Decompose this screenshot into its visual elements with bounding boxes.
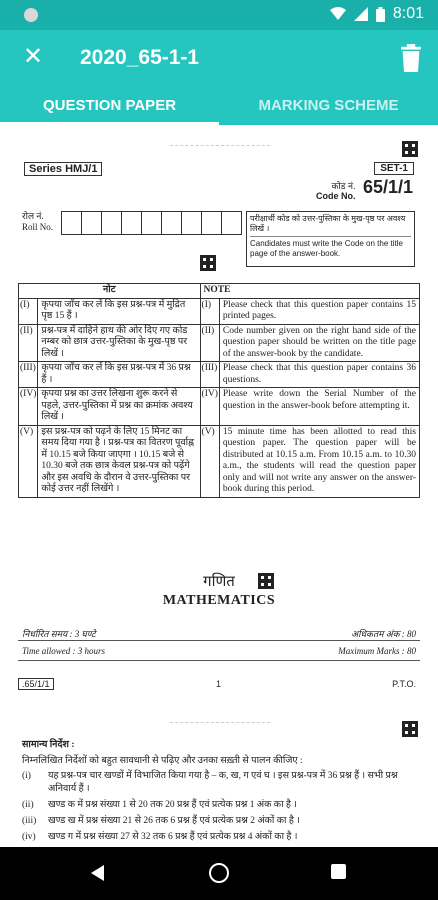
page-number: 1 — [216, 679, 222, 689]
note-row: (IV) कृपया प्रश्न का उत्तर लिखना शुरू करने से पहले, उत्तर-पुस्तिका में प्रश्न का क्रमांक अवश्य लिखें । (IV) Please write down the Serial Number of the question in the answer-book before attempting it. — [19, 388, 420, 426]
note-row: (I) कृपया जाँच कर लें कि इस प्रश्न-पत्र में मुद्रित पृष्ठ 15 हैं । (I) Please check that this question paper contains 15 printed pages. — [19, 298, 420, 324]
app-bar — [0, 30, 438, 125]
status-bar — [0, 0, 438, 30]
instruction-item: (ii) खण्ड क में प्रश्न संख्या 1 से 20 तक 20 प्रश्न हैं एवं प्रत्येक प्रश्न 1 अंक का है । — [22, 800, 297, 810]
roll-number-boxes — [62, 211, 242, 235]
recents-icon[interactable] — [331, 864, 346, 879]
roll-label: रोल नं. Roll No. — [22, 211, 54, 232]
divider — [18, 640, 420, 641]
tab-marking-scheme[interactable]: MARKING SCHEME — [258, 97, 399, 114]
code-instruction-box: परीक्षार्थी कोड को उत्तर-पुस्तिका के मुख-पृष्ठ पर अवश्य लिखें । Candidates must write the Code on the title page of the answer-book. — [246, 211, 415, 267]
clock-time: 8:01 — [392, 5, 424, 22]
page-separator — [170, 722, 270, 723]
series-label: Series HMJ/1 — [24, 162, 102, 176]
notification-dot-icon — [24, 8, 38, 22]
close-icon[interactable]: ✕ — [22, 43, 44, 70]
subject-title-hindi: गणित — [203, 574, 235, 590]
back-icon[interactable] — [91, 865, 104, 881]
max-marks-hi: अधिकतम अंक : 80 — [351, 629, 416, 639]
general-instructions-intro: निम्नलिखित निर्देशों को बहुत सावधानी से पढ़िए और उनका सख़्ती से पालन कीजिए : — [22, 756, 303, 766]
time-allowed: Time allowed : 3 hours — [22, 646, 106, 656]
divider — [18, 660, 420, 661]
page-separator — [170, 145, 270, 146]
battery-icon — [376, 7, 385, 22]
note-row: (V) इस प्रश्न-पत्र को पढ़ने के लिए 15 मिनट का समय दिया गया है । प्रश्न-पत्र का वितरण पूर्वाह्न में 10.15 बजे किया जाएगा । 10.15 बजे से 10.30 बजे तक छात्र केवल प्रश्न-पत्र को पढ़ेंगे और इस अवधि के दौरान वे उत्तर-पुस्तिका पर कोई उत्तर नहीं लिखेंगे । (V) 15 minute time has been allotted to read this question paper. The question paper will be distributed at 10.15 a.m. From 10.15 a.m. to 10.30 a.m., the students will read the question paper only and will not write any answer on the answer-book during this period. — [19, 425, 420, 497]
wifi-icon — [330, 7, 346, 21]
qr-code-icon — [402, 721, 418, 737]
subject-title: MATHEMATICS — [162, 593, 276, 608]
pdf-viewer[interactable] — [0, 125, 438, 847]
instruction-item: (iii) खण्ड ख में प्रश्न संख्या 21 से 26 तक 6 प्रश्न हैं एवं प्रत्येक प्रश्न 2 अंकों का है । — [22, 816, 300, 826]
note-header-hi: नोट — [19, 284, 201, 299]
max-marks: Maximum Marks : 80 — [338, 646, 416, 656]
qr-code-icon — [200, 255, 216, 271]
time-allowed-hi: निर्धारित समय : 3 घण्टे — [22, 629, 96, 639]
code-number: 65/1/1 — [363, 177, 414, 197]
signal-icon — [354, 7, 368, 21]
qr-code-icon — [258, 573, 274, 589]
instruction-item: (i) यह प्रश्न-पत्र चार खण्डों में विभाजित किया गया है – क, ख, ग एवं घ । इस प्रश्न-पत्र में 36 प्रश्न हैं । सभी प्रश्न अनिवार्य हैं । — [22, 771, 398, 794]
tab-bar — [0, 93, 438, 125]
footer-code: .65/1/1 — [18, 678, 54, 690]
tab-question-paper[interactable]: QUESTION PAPER — [42, 97, 177, 114]
system-nav-bar — [0, 847, 438, 900]
pto-label: P.T.O. — [392, 679, 416, 689]
note-row: (II) प्रश्न-पत्र में दाहिने हाथ की ओर दिए गए कोड नम्बर को छात्र उत्तर-पुस्तिका के मुख-पृष्ठ पर लिखें । (II) Code number given on the right hand side of the question paper should be written on the title page of the answer-book by the candidate. — [19, 324, 420, 362]
note-row: (III) कृपया जाँच कर लें कि इस प्रश्न-पत्र में 36 प्रश्न हैं । (III) Please check that this question paper contains 36 questions. — [19, 362, 420, 388]
notes-table — [18, 283, 420, 498]
instruction-item: (iv) खण्ड ग में प्रश्न संख्या 27 से 32 तक 6 प्रश्न हैं एवं प्रत्येक प्रश्न 4 अंकों का है । — [22, 832, 298, 842]
qr-code-icon — [402, 141, 418, 157]
note-header-en: NOTE — [200, 284, 419, 299]
delete-icon[interactable] — [398, 44, 424, 72]
home-icon[interactable] — [209, 863, 229, 883]
general-instructions-title: सामान्य निर्देश : — [22, 740, 75, 750]
document-title: 2020_65-1-1 — [80, 46, 200, 69]
set-label: SET-1 — [374, 162, 414, 175]
code-label: कोड नं. Code No. — [316, 181, 356, 201]
